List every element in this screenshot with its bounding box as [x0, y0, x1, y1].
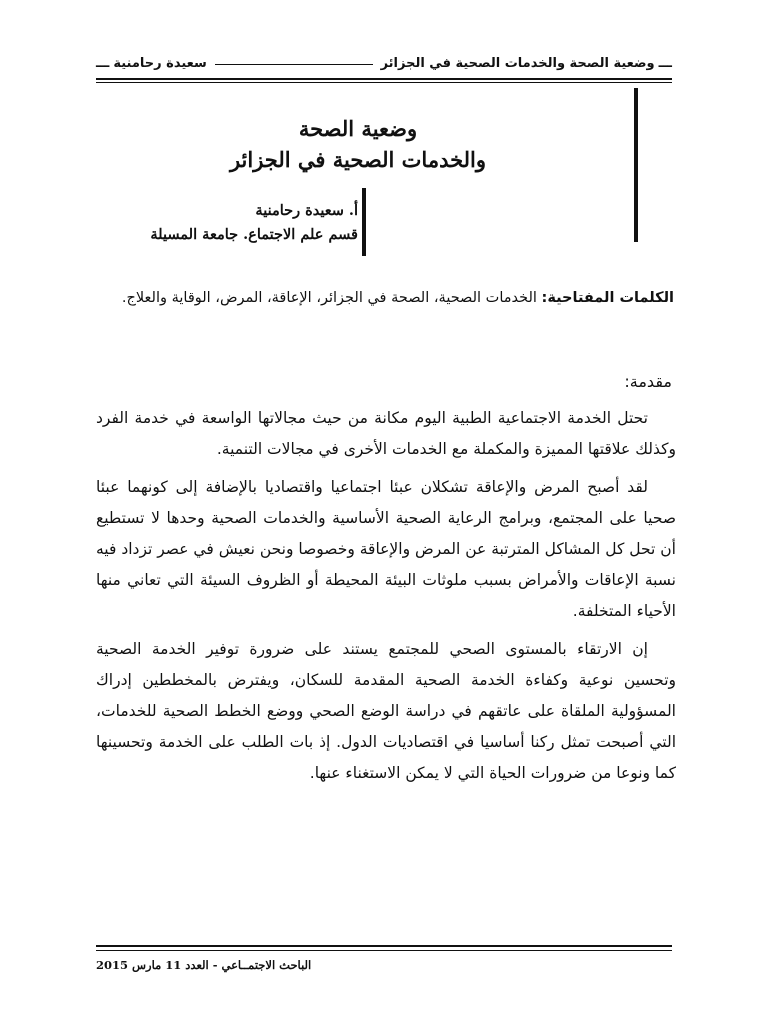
- body-text: [96, 403, 676, 796]
- header-author: سعيدة رحامنية: [113, 55, 207, 71]
- keywords-label: الكلمات المفتاحية:: [541, 290, 674, 306]
- decorative-vertical-bar: [634, 88, 638, 242]
- header-rule-thin: [96, 82, 672, 83]
- decorative-vertical-bar: [362, 188, 366, 256]
- keywords-paragraph: [96, 282, 674, 314]
- title-line-2: والخدمات الصحية في الجزائر: [229, 147, 487, 172]
- paragraph: إن الارتقاء بالمستوى الصحي للمجتمع يستند على ضرورة توفير الخدمة الصحية وتحسين نوعية وكفاءة الخدمة الصحية المقدمة للسكان، ويفترض بالمخططين إدراك المسؤولية الملقاة على عاتقهم في دراسة الوضع الصحي ووضع الخطط الصحية للخدمات، التي أصبحت تمثل ركنا أساسيا في اقتصاديات الدول. إذ بات الطلب على الخدمة وتحسينها كما ونوعا من ضرورات الحياة التي لا يمكن الاستغناء عنها.: [96, 640, 676, 782]
- author-block: [98, 199, 358, 247]
- author-affiliation: قسم علم الاجتماع. جامعة المسيلة: [150, 226, 358, 243]
- paragraph: تحتل الخدمة الاجتماعية الطبية اليوم مكانة من حيث مجالاتها الواسعة في خدمة الفرد وكذلك علاقتها المميزة والمكملة مع الخدمات الأخرى في مجالات التنمية.: [96, 409, 676, 458]
- title-line-1: وضعية الصحة: [298, 116, 418, 141]
- section-heading: مقدمة:: [624, 372, 672, 391]
- author-name: أ. سعيدة رحامنية: [255, 202, 358, 219]
- paragraph: لقد أصبح المرض والإعاقة تشكلان عبئا اجتماعيا واقتصاديا بالإضافة إلى كونهما عبئا صحيا على المجتمع، وبرامج الرعاية الصحية الأساسية والخدمات الصحية وحدها لا تستطيع أن تحل كل المشاكل المترتبة عن المرض والإعاقة وخصوصا ونحن نعيش في عصر تزداد فيه نسبة الإعاقات والأمراض بسبب ملوثات البيئة المحيطة أو الظروف السيئة التي تعاني منها الأحياء المتخلفة.: [96, 478, 676, 620]
- article-title: [208, 113, 508, 175]
- header-trailing-dash: ـــ: [96, 55, 110, 71]
- footer-rule-thin: [96, 950, 672, 951]
- running-header: [96, 52, 672, 74]
- header-leading-dash: ـــ: [658, 55, 672, 71]
- header-rule: [96, 78, 672, 80]
- header-article-title: وضعية الصحة والخدمات الصحية في الجزائر: [380, 55, 655, 71]
- header-fill-line: [215, 64, 373, 65]
- footer-rule: [96, 945, 672, 947]
- keywords-text: الخدمات الصحية، الصحة في الجزائر، الإعاقة، المرض، الوقاية والعلاج.: [121, 290, 537, 306]
- journal-footer: الباحث الاجتمــاعي - العدد 11 مارس 2015: [96, 958, 312, 972]
